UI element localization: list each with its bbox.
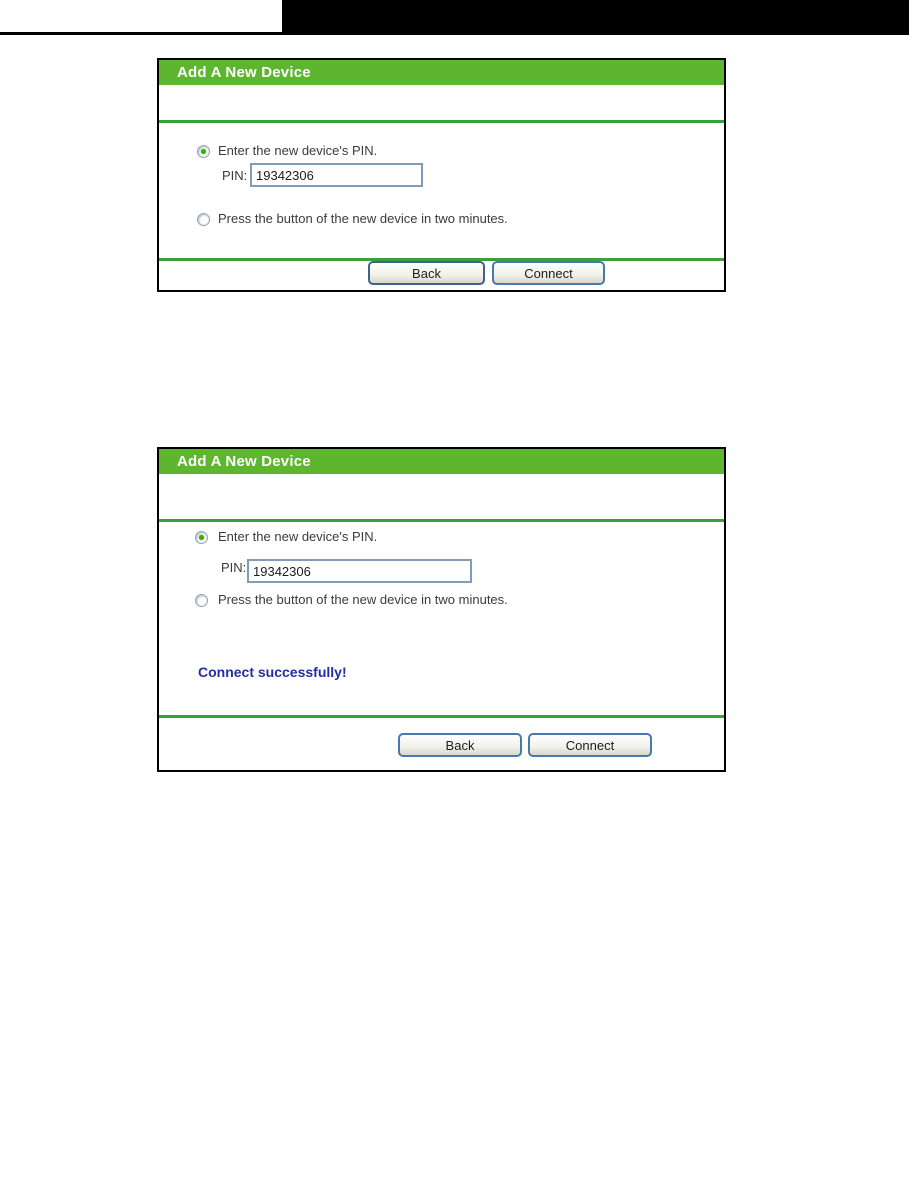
connect-status-message: Connect successfully! bbox=[198, 664, 347, 680]
back-button[interactable]: Back bbox=[398, 733, 522, 757]
separator-top bbox=[159, 120, 724, 123]
pin-radio-label[interactable]: Enter the new device's PIN. bbox=[218, 529, 378, 544]
connect-button[interactable]: Connect bbox=[492, 261, 605, 285]
pin-radio[interactable] bbox=[195, 531, 208, 544]
dialog-title: Add A New Device bbox=[177, 64, 311, 81]
connect-button[interactable]: Connect bbox=[528, 733, 652, 757]
push-button-radio-label[interactable]: Press the button of the new device in two minutes. bbox=[218, 592, 508, 607]
back-button[interactable]: Back bbox=[368, 261, 485, 285]
pin-input[interactable] bbox=[250, 163, 423, 187]
pin-field-label: PIN: bbox=[221, 560, 247, 575]
push-button-radio[interactable] bbox=[197, 213, 210, 226]
separator-top bbox=[159, 519, 724, 522]
dialog-title: Add A New Device bbox=[177, 453, 311, 470]
separator-bottom bbox=[159, 715, 724, 718]
page-banner-block bbox=[282, 0, 909, 32]
pin-input[interactable] bbox=[247, 559, 472, 583]
dialog-title-bar bbox=[159, 60, 724, 85]
push-button-radio-label[interactable]: Press the button of the new device in two minutes. bbox=[218, 211, 508, 226]
dialog-title-bar bbox=[159, 449, 724, 474]
pin-radio-label[interactable]: Enter the new device's PIN. bbox=[218, 143, 378, 158]
push-button-radio[interactable] bbox=[195, 594, 208, 607]
add-new-device-dialog-2 bbox=[157, 447, 726, 772]
pin-field-label: PIN: bbox=[222, 168, 248, 183]
add-new-device-dialog-1 bbox=[157, 58, 726, 292]
page-banner-rule bbox=[0, 32, 909, 35]
pin-radio[interactable] bbox=[197, 145, 210, 158]
